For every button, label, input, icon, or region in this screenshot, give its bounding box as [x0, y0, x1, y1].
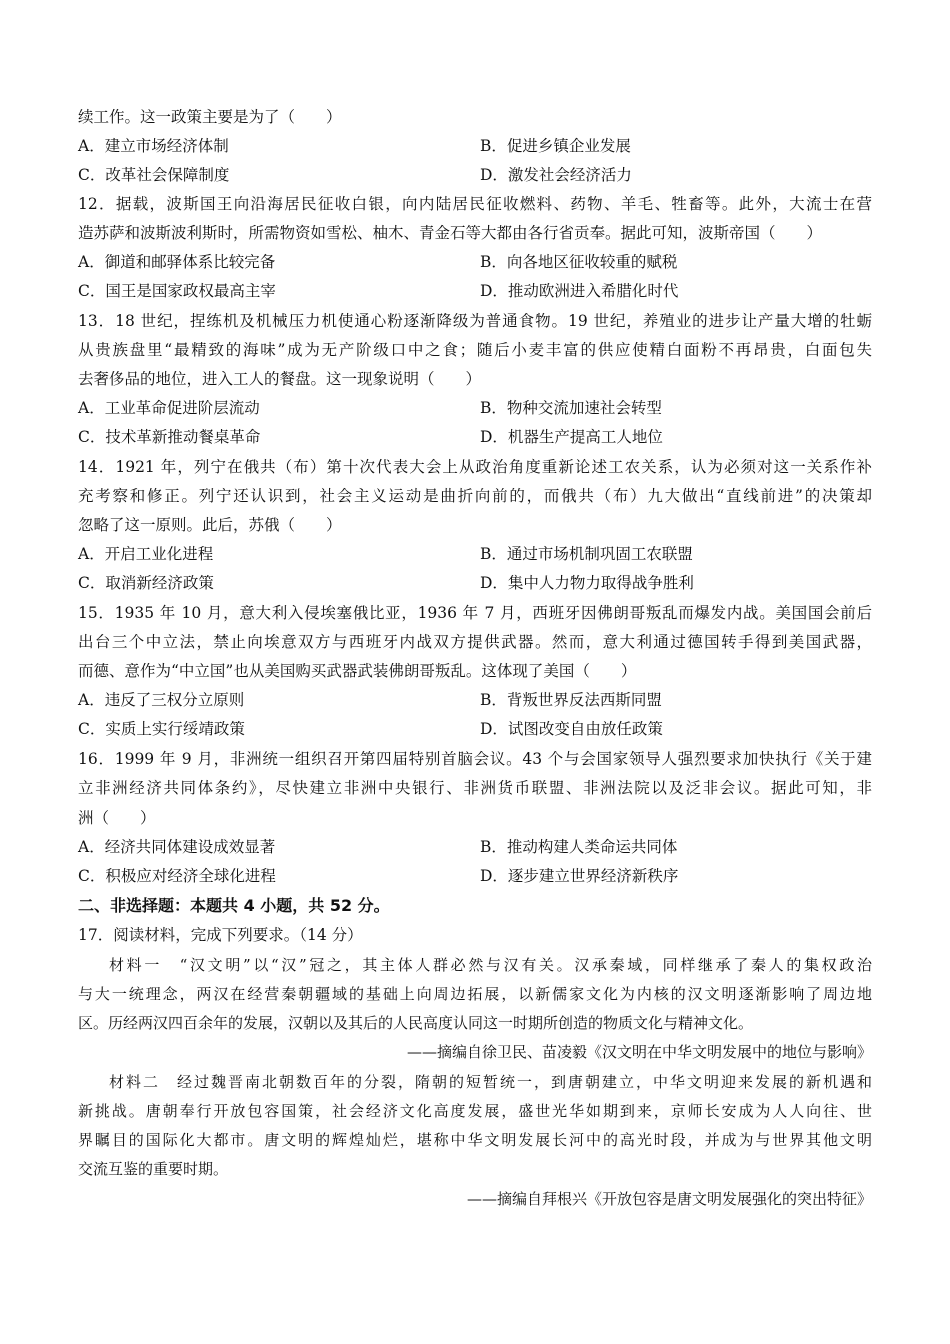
q14-stem-line3: 忽略了这一原则。此后，苏俄（ ） [78, 516, 342, 534]
q17-stem: 17．阅读材料，完成下列要求。（14 分） [78, 926, 363, 944]
q13-stem-line1: 13．18 世纪，捏练机及机械压力机使通心粉逐渐降级为普通食物。19 世纪，养殖业的进步让产量大增的牡蛎 [78, 312, 872, 330]
q15-option-d: D．试图改变自由放任政策 [480, 720, 663, 738]
q13-option-a: A．工业革命促进阶层流动 [78, 399, 260, 417]
q14-option-a: A．开启工业化进程 [78, 545, 214, 563]
q12-stem-line2: 造苏萨和波斯波利斯时，所需物资如雪松、柚木、青金石等大都由各行省贡奉。据此可知，波斯帝国（ ） [78, 224, 823, 242]
q17-material2-line3: 界瞩目的国际化大都市。唐文明的辉煌灿烂，堪称中华文明发展长河中的高光时段，并成为与世界其他文明 [78, 1131, 872, 1149]
q16-stem-line2: 立非洲经济共同体条约》，尽快建立非洲中央银行、非洲货币联盟、非洲法院以及泛非会议。据此可知，非 [78, 779, 872, 797]
q11-option-c: C．改革社会保障制度 [78, 166, 230, 184]
q13-stem-line2: 从贵族盘里“最精致的海味”成为无产阶级口中之食；随后小麦丰富的供应使精白面粉不再昂贵，白面包失 [78, 341, 872, 359]
q14-option-d: D．集中人力物力取得战争胜利 [480, 574, 694, 592]
q17-material2-line4: 交流互鉴的重要时期。 [78, 1160, 229, 1178]
q11-option-d: D．激发社会经济活力 [480, 166, 632, 184]
q15-option-c: C．实质上实行绥靖政策 [78, 720, 245, 738]
q17-material1-line2: 与大一统理念，两汉在经营秦朝疆域的基础上向周边拓展，以新儒家文化为内核的汉文明逐渐影响了周边地 [78, 985, 872, 1003]
q16-stem-line1: 16．1999 年 9 月，非洲统一组织召开第四届特别首脑会议。43 个与会国家领导人强烈要求加快执行《关于建 [78, 750, 872, 768]
q13-option-c: C．技术革新推动餐桌革命 [78, 428, 261, 446]
q13-stem-line3: 去奢侈品的地位，进入工人的餐盘。这一现象说明（ ） [78, 370, 482, 388]
q15-option-a: A．违反了三权分立原则 [78, 691, 245, 709]
q15-stem-line3: 而德、意作为“中立国”也从美国购买武器武装佛朗哥叛乱。这体现了美国（ ） [78, 662, 637, 680]
q17-material1-source: ——摘编自徐卫民、苗凌毅《汉文明在中华文明发展中的地位与影响》 [406, 1043, 872, 1061]
q12-option-a: A．御道和邮驿体系比较完备 [78, 253, 276, 271]
q15-option-b: B．背叛世界反法西斯同盟 [480, 691, 662, 709]
q12-option-d: D．推动欧洲进入希腊化时代 [480, 282, 679, 300]
q11-option-b: B．促进乡镇企业发展 [480, 137, 631, 155]
q17-material2-line2: 新挑战。唐朝奉行开放包容国策，社会经济文化高度发展，盛世光华如期到来，京师长安成为人人向往、世 [78, 1102, 872, 1120]
q14-option-b: B．通过市场机制巩固工农联盟 [480, 545, 693, 563]
q16-option-d: D．逐步建立世界经济新秩序 [480, 867, 679, 885]
q16-stem-line3: 洲（ ） [78, 809, 156, 827]
q16-option-b: B．推动构建人类命运共同体 [480, 838, 678, 856]
q15-stem-line1: 15．1935 年 10 月，意大利入侵埃塞俄比亚，1936 年 7 月，西班牙因佛朗哥叛乱而爆发内战。美国国会前后 [78, 604, 872, 622]
q17-material2-line1: 材料二 经过魏晋南北朝数百年的分裂，隋朝的短暂统一，到唐朝建立，中华文明迎来发展的新机遇和 [109, 1073, 872, 1091]
q12-option-c: C．国王是国家政权最高主宰 [78, 282, 276, 300]
q11-stem-tail: 续工作。这一政策主要是为了（ ） [78, 108, 342, 126]
q14-option-c: C．取消新经济政策 [78, 574, 214, 592]
q16-option-c: C．积极应对经济全球化进程 [78, 867, 276, 885]
q13-option-d: D．机器生产提高工人地位 [480, 428, 663, 446]
q11-option-a: A．建立市场经济体制 [78, 137, 229, 155]
q15-stem-line2: 出台三个中立法，禁止向埃意双方与西班牙内战双方提供武器。然而，意大利通过德国转手得到美国武器， [78, 633, 872, 651]
q14-stem-line1: 14．1921 年，列宁在俄共（布）第十次代表大会上从政治角度重新论述工农关系，认为必须对这一关系作补 [78, 458, 872, 476]
q17-material2-source: ——摘编自拜根兴《开放包容是唐文明发展强化的突出特征》 [466, 1190, 872, 1208]
section-heading: 二、非选择题：本题共 4 小题，共 52 分。 [78, 896, 390, 915]
q12-stem-line1: 12．据载，波斯国王向沿海居民征收白银，向内陆居民征收燃料、药物、羊毛、牲畜等。此外，大流士在营 [78, 195, 872, 213]
q14-stem-line2: 充考察和修正。列宁还认识到，社会主义运动是曲折向前的，而俄共（布）九大做出“直线前进”的决策却 [78, 487, 872, 505]
q17-material1-line1: 材料一 “汉文明”以“汉”冠之，其主体人群必然与汉有关。汉承秦域，同样继承了秦人的集权政治 [109, 956, 872, 974]
q12-option-b: B．向各地区征收较重的赋税 [480, 253, 678, 271]
q13-option-b: B．物种交流加速社会转型 [480, 399, 662, 417]
q16-option-a: A．经济共同体建设成效显著 [78, 838, 276, 856]
q17-material1-line3: 区。历经两汉四百余年的发展，汉朝以及其后的人民高度认同这一时期所创造的物质文化与精神文化。 [78, 1014, 754, 1032]
